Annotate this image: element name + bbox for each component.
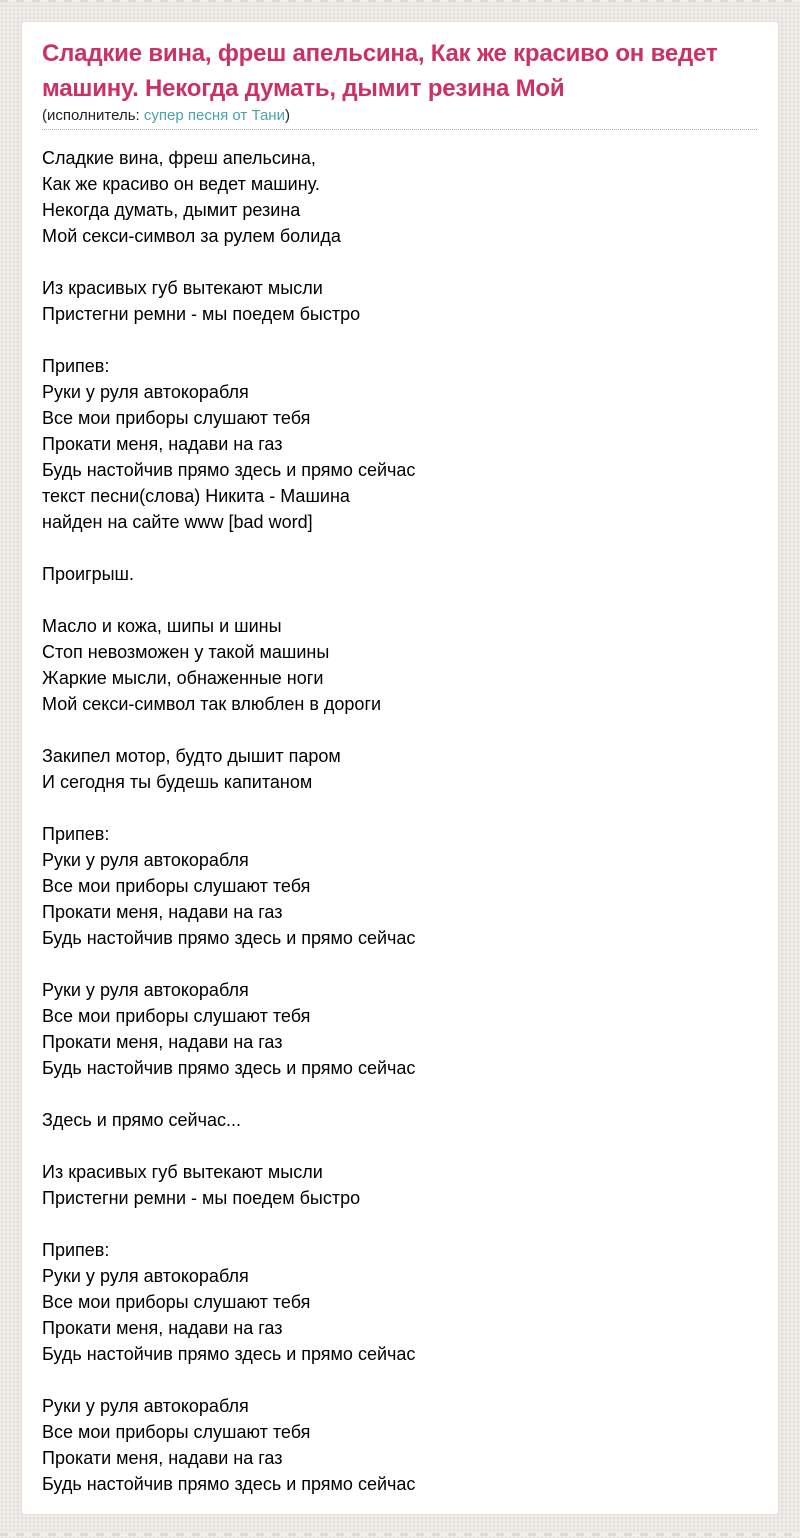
lyric-line: Будь настойчив прямо здесь и прямо сейчас: [42, 1058, 416, 1078]
lyric-line: Прокати меня, надави на газ: [42, 434, 283, 454]
lyric-line: Мой секси-символ за рулем болида: [42, 226, 341, 246]
lyric-line: Все мои приборы слушают тебя: [42, 1292, 311, 1312]
page-title: Сладкие вина, фреш апельсина, Как же красиво он ведет машину. Некогда думать, дымит резина Мой: [42, 40, 718, 102]
lyric-line: [42, 717, 757, 743]
lyric-line: Прокати меня, надави на газ: [42, 902, 283, 922]
lyric-line: Закипел мотор, будто дышит паром: [42, 746, 341, 766]
lyric-line: Сладкие вина, фреш апельсина,: [42, 148, 316, 168]
lyric-line: [42, 1367, 757, 1393]
lyric-line: Некогда думать, дымит резина: [42, 200, 301, 220]
lyric-line: Припев:: [42, 356, 110, 376]
page-top-texture-edge: [0, 0, 800, 2]
lyric-line: Будь настойчив прямо здесь и прямо сейчас: [42, 1344, 416, 1364]
lyric-line: Жаркие мысли, обнаженные ноги: [42, 668, 324, 688]
lyric-line: Все мои приборы слушают тебя: [42, 876, 311, 896]
lyric-line: [42, 587, 757, 613]
lyric-line: Проигрыш.: [42, 564, 134, 584]
lyrics-card: [21, 21, 779, 1515]
lyric-line: Прокати меня, надави на газ: [42, 1032, 283, 1052]
lyric-line: Как же красиво он ведет машину.: [42, 174, 320, 194]
lyric-line: [42, 1081, 757, 1107]
lyric-line: Будь настойчив прямо здесь и прямо сейчас: [42, 1474, 416, 1494]
lyric-line: [42, 951, 757, 977]
lyrics-block: [42, 145, 757, 1497]
lyric-line: Масло и кожа, шипы и шины: [42, 616, 282, 636]
lyric-line: Припев:: [42, 1240, 110, 1260]
lyric-line: [42, 327, 757, 353]
lyric-line: Из красивых губ вытекают мысли: [42, 1162, 323, 1182]
lyric-line: И сегодня ты будешь капитаном: [42, 772, 313, 792]
lyric-line: Руки у руля автокорабля: [42, 1396, 249, 1416]
lyric-line: Стоп невозможен у такой машины: [42, 642, 330, 662]
lyric-line: [42, 535, 757, 561]
lyric-line: Руки у руля автокорабля: [42, 382, 249, 402]
lyric-line: Руки у руля автокорабля: [42, 980, 249, 1000]
artist-row: [42, 107, 757, 130]
lyric-line: Будь настойчив прямо здесь и прямо сейчас: [42, 928, 416, 948]
artist-label: (исполнитель:: [42, 107, 140, 124]
lyric-line: Все мои приборы слушают тебя: [42, 408, 311, 428]
lyric-line: Мой секси-символ так влюблен в дороги: [42, 694, 382, 714]
lyric-line: Пристегни ремни - мы поедем быстро: [42, 304, 361, 324]
lyric-line: Все мои приборы слушают тебя: [42, 1422, 311, 1442]
lyric-line: Руки у руля автокорабля: [42, 1266, 249, 1286]
page-bottom-texture-edge: [0, 1533, 800, 1536]
lyric-line: Прокати меня, надави на газ: [42, 1448, 283, 1468]
lyric-line: найден на сайте www [bad word]: [42, 512, 313, 532]
lyric-line: Из красивых губ вытекают мысли: [42, 278, 323, 298]
lyric-line: [42, 795, 757, 821]
artist-label-suffix: ): [284, 107, 290, 124]
lyric-line: [42, 1211, 757, 1237]
lyric-line: [42, 1133, 757, 1159]
lyric-line: [42, 249, 757, 275]
lyric-line: текст песни(слова) Никита - Машина: [42, 486, 350, 506]
lyric-line: Будь настойчив прямо здесь и прямо сейчас: [42, 460, 416, 480]
lyric-line: Руки у руля автокорабля: [42, 850, 249, 870]
artist-link[interactable]: супер песня от Тани: [143, 107, 285, 124]
lyric-line: Прокати меня, надави на газ: [42, 1318, 283, 1338]
lyric-line: Все мои приборы слушают тебя: [42, 1006, 311, 1026]
lyric-line: Здесь и прямо сейчас...: [42, 1110, 241, 1130]
lyric-line: Припев:: [42, 824, 110, 844]
lyric-line: Пристегни ремни - мы поедем быстро: [42, 1188, 361, 1208]
